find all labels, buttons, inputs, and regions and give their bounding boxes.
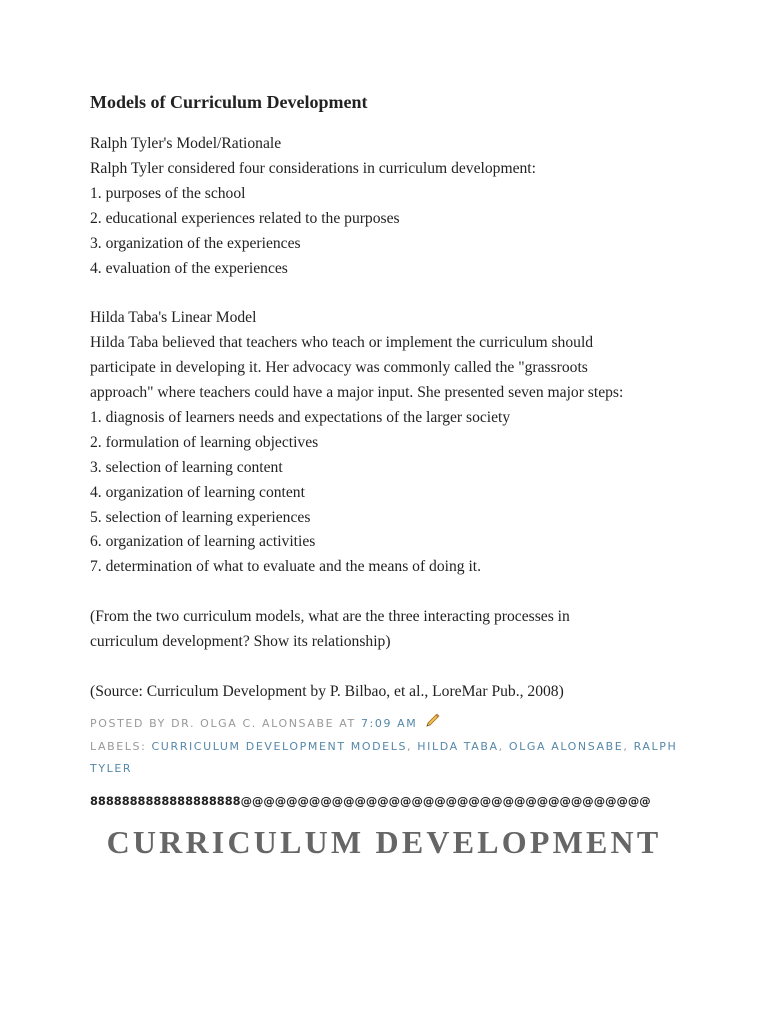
post-body (90, 132, 690, 705)
taba-heading: Hilda Taba's Linear Model (90, 309, 257, 327)
blog-heading[interactable]: CURRICULUM DEVELOPMENT (106, 824, 662, 860)
label-link[interactable]: CURRICULUM DEVELOPMENT MODELS (151, 740, 408, 754)
list-item: 1. purposes of the school (90, 184, 246, 202)
separator-text: 8888888888888888888@@@@@@@@@@@@@@@@@@@@@@@@@@@@@@@@@@@@ (90, 794, 651, 809)
posted-by-text: POSTED BY DR. OLGA C. ALONSABE AT (90, 716, 356, 730)
list-item: 4. organization of learning content (90, 483, 305, 501)
labels-prefix: LABELS: (90, 740, 147, 754)
question-line: curriculum development? Show its relationship) (90, 633, 391, 651)
label-link[interactable]: HILDA TABA (417, 740, 499, 754)
post-author-line (90, 713, 690, 737)
list-item: 2. educational experiences related to the purposes (90, 209, 400, 227)
post-footer (90, 713, 690, 780)
blog-post (90, 88, 690, 809)
post-title: Models of Curriculum Development (90, 92, 368, 112)
label-link[interactable]: RALPH TYLER (90, 740, 678, 775)
list-item: 5. selection of learning experiences (90, 508, 311, 526)
list-item: 3. organization of the experiences (90, 234, 301, 252)
taba-intro-line: approach" where teachers could have a major input. She presented seven major steps: (90, 384, 624, 402)
source-citation: (Source: Curriculum Development by P. Bilbao, et al., LoreMar Pub., 2008) (90, 682, 564, 700)
list-item: 3. selection of learning content (90, 458, 283, 476)
list-item: 2. formulation of learning objectives (90, 433, 319, 451)
list-item: 1. diagnosis of learners needs and expectations of the larger society (90, 408, 511, 426)
question-line: (From the two curriculum models, what are the three interacting processes in (90, 608, 570, 626)
post-time-link[interactable]: 7:09 AM (360, 716, 418, 730)
pencil-icon[interactable] (424, 713, 440, 737)
list-item: 4. evaluation of the experiences (90, 259, 288, 277)
taba-intro-line: Hilda Taba believed that teachers who teach or implement the curriculum should (90, 334, 594, 352)
list-item: 7. determination of what to evaluate and the means of doing it. (90, 558, 482, 576)
post-labels: LABELS: CURRICULUM DEVELOPMENT MODELS, HILDA TABA, OLGA ALONSABE, RALPH TYLER (90, 740, 678, 775)
tyler-intro: Ralph Tyler considered four considerations in curriculum development: (90, 159, 536, 177)
tyler-heading: Ralph Tyler's Model/Rationale (90, 135, 282, 152)
label-link[interactable]: OLGA ALONSABE (508, 740, 624, 754)
list-item: 6. organization of learning activities (90, 533, 316, 551)
taba-intro-line: participate in developing it. Her advocacy was commonly called the "grassroots (90, 359, 588, 377)
